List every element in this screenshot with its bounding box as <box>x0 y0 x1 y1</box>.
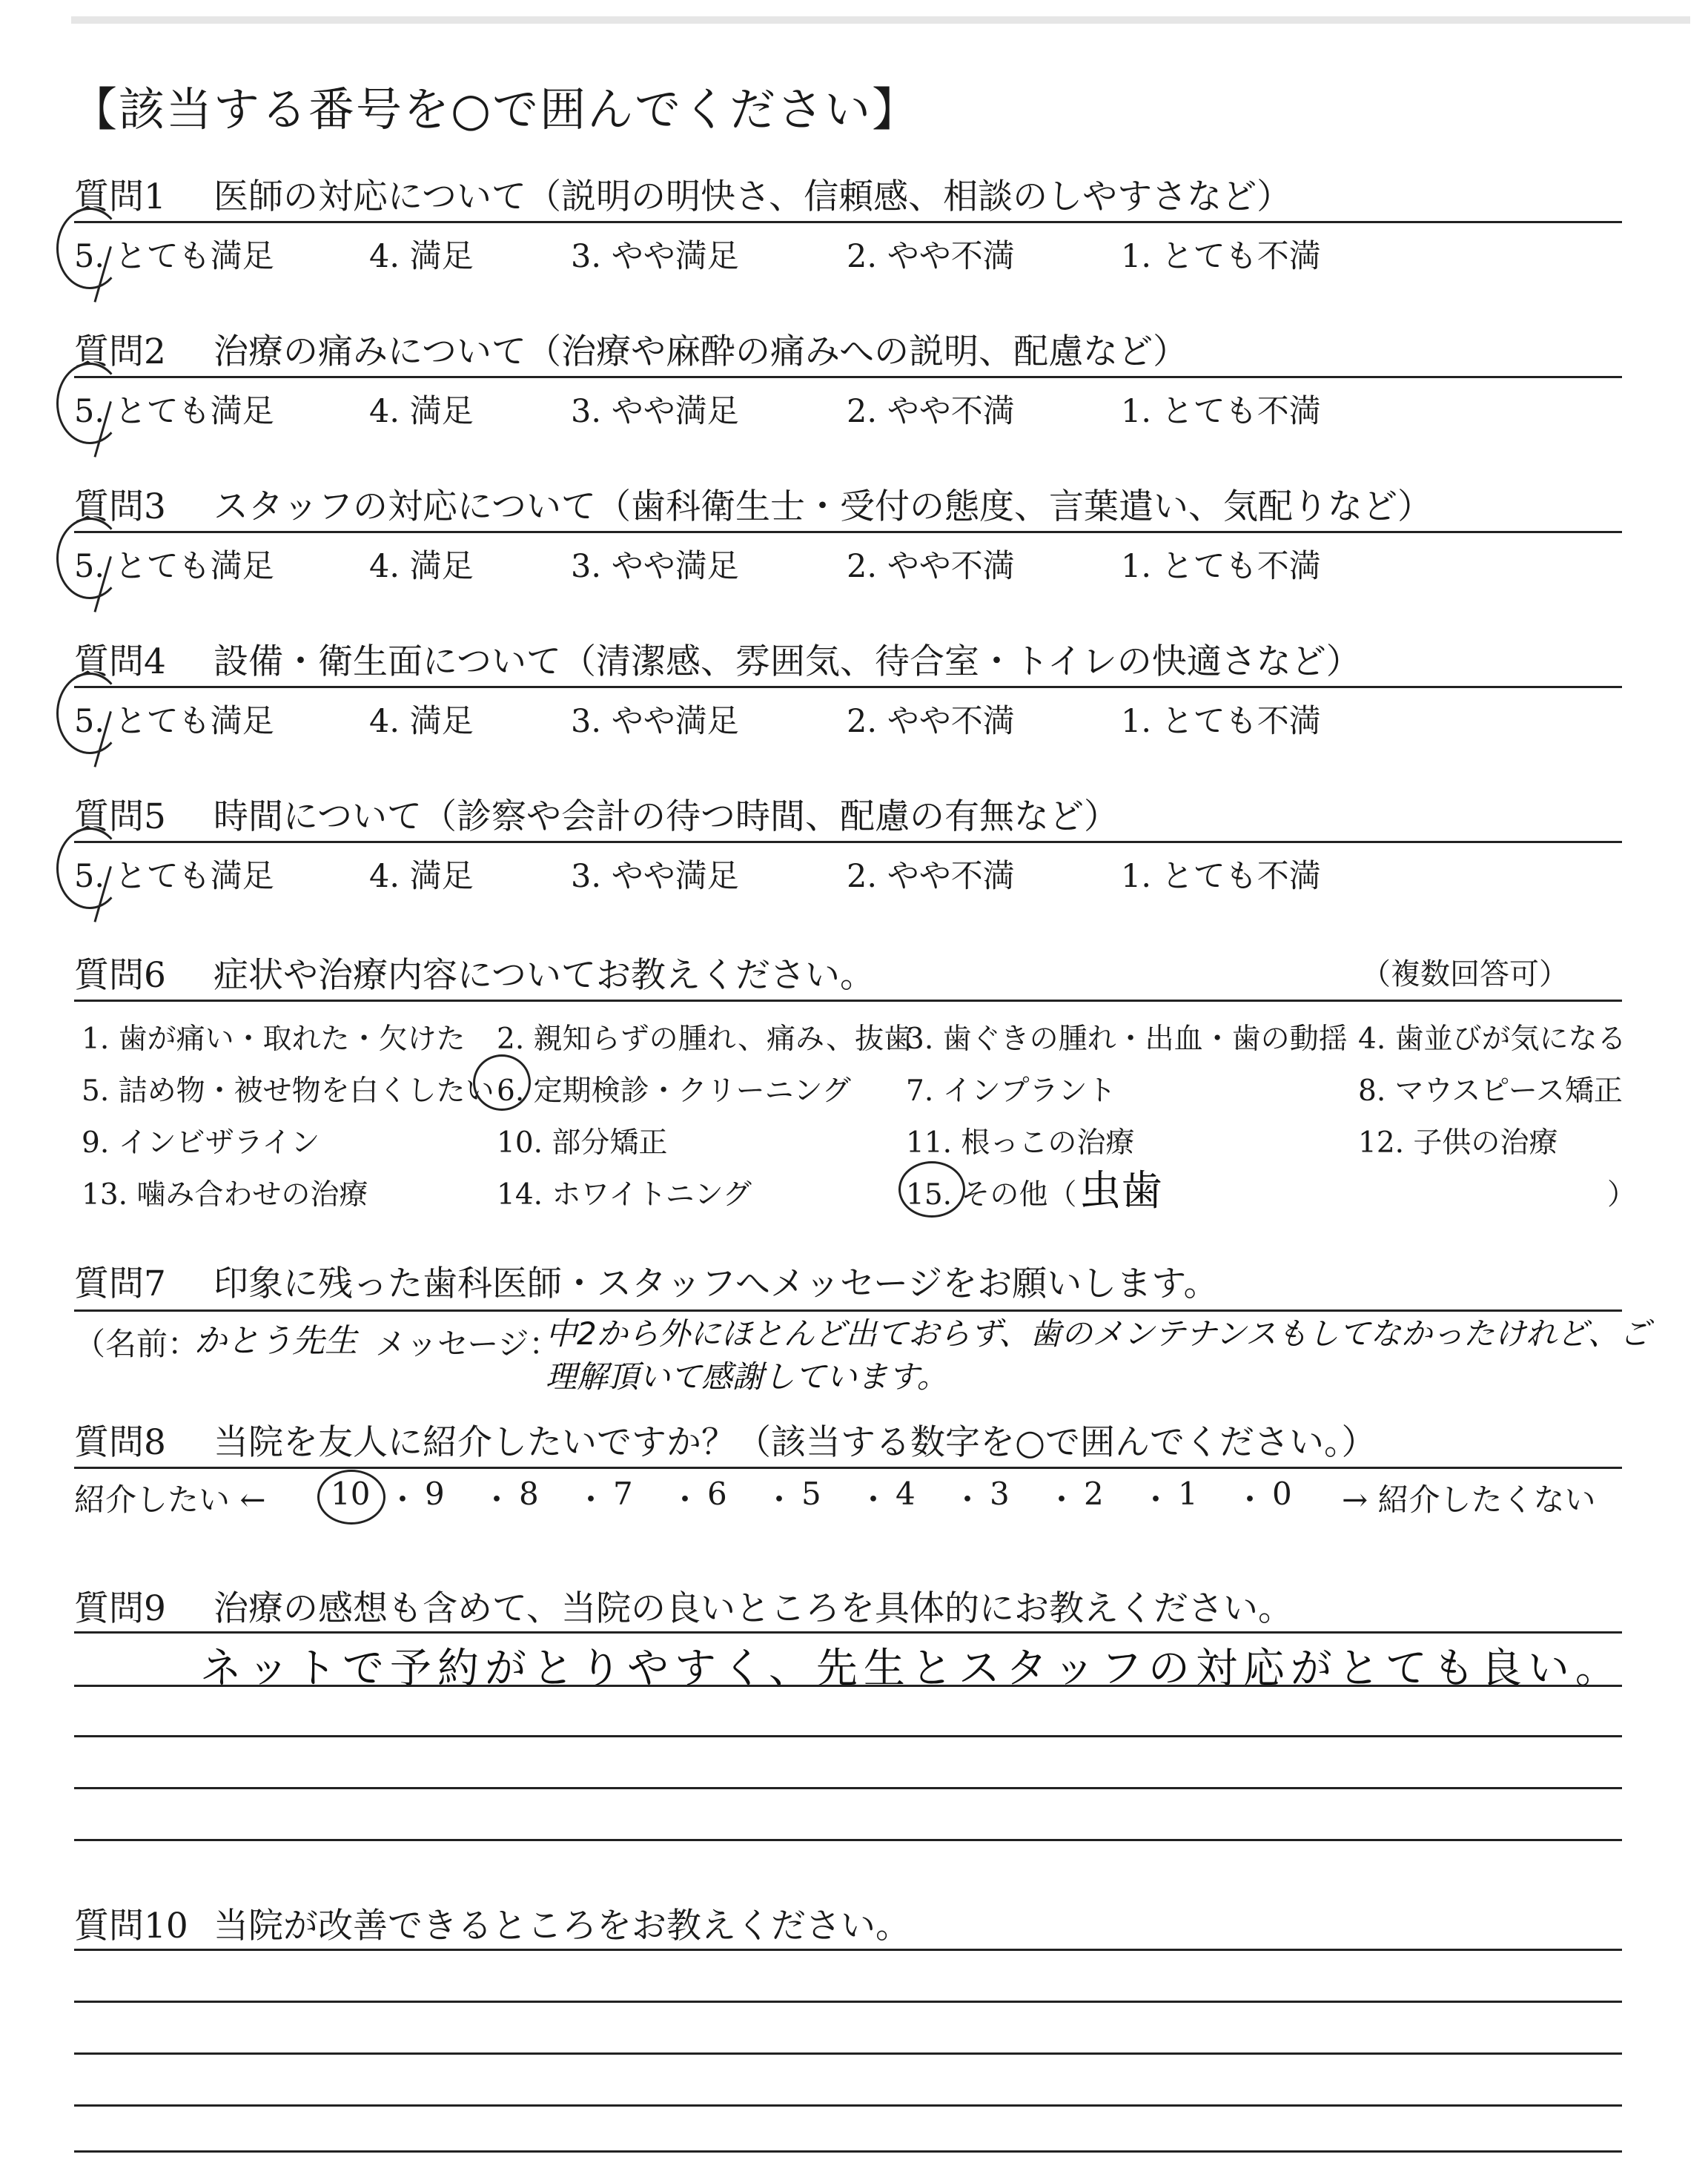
q8-separator: ・ <box>575 1482 607 1518</box>
q9-line-4 <box>74 1839 1622 1841</box>
q5-text: 時間について（診察や会計の待つ時間、配慮の有無など） <box>214 796 1119 837</box>
q6-title <box>74 948 875 997</box>
q4-title <box>74 634 1361 684</box>
q6-option-12[interactable]: 12. 子供の治療 <box>1358 1126 1558 1160</box>
q5-option-2[interactable]: 2. やや不満 <box>847 858 1015 895</box>
q6-option-8[interactable]: 8. マウスピース矯正 <box>1358 1074 1623 1108</box>
q3-selected-circle <box>56 518 123 599</box>
q8-rule <box>74 1467 1622 1469</box>
q1-option-2[interactable]: 2. やや不満 <box>847 238 1015 275</box>
q1-option-1[interactable]: 1. とても不満 <box>1121 238 1321 275</box>
q4-option-1[interactable]: 1. とても不満 <box>1121 703 1321 740</box>
q6-option-14[interactable]: 14. ホワイトニング <box>497 1178 752 1212</box>
q8-value-4[interactable]: 4 <box>896 1476 916 1512</box>
q1-selected-circle <box>56 208 123 289</box>
q3-option-2[interactable]: 2. やや不満 <box>847 548 1015 585</box>
q6-option-2[interactable]: 2. 親知らずの腫れ、痛み、抜歯 <box>497 1023 913 1056</box>
q2-selected-circle <box>56 363 123 444</box>
q8-value-2[interactable]: 2 <box>1084 1476 1104 1512</box>
q6-option-15[interactable]: 15. その他（ <box>906 1178 1077 1212</box>
q3-title <box>74 479 1432 529</box>
q5-option-5[interactable]: 5. とても満足 <box>74 858 274 895</box>
q4-option-2[interactable]: 2. やや不満 <box>847 703 1015 740</box>
q4-number: 質問4 <box>74 641 166 682</box>
q6-option-16[interactable]: ） <box>1607 1178 1637 1212</box>
q3-rule <box>74 531 1622 533</box>
q6-rule <box>74 1000 1622 1002</box>
q6-option-6[interactable]: 6. 定期検診・クリーニング <box>497 1074 851 1108</box>
q8-value-6[interactable]: 6 <box>707 1476 727 1512</box>
q2-option-2[interactable]: 2. やや不満 <box>847 393 1015 430</box>
q8-separator: ・ <box>1046 1482 1078 1518</box>
q3-text: スタッフの対応について（歯科衛生士・受付の態度、言葉遣い、気配りなど） <box>214 486 1433 527</box>
q2-option-1[interactable]: 1. とても不満 <box>1121 393 1321 430</box>
q3-option-3[interactable]: 3. やや満足 <box>571 548 739 585</box>
q8-value-3[interactable]: 3 <box>990 1476 1010 1512</box>
q2-option-4[interactable]: 4. 満足 <box>369 393 474 430</box>
q1-rule <box>74 221 1622 223</box>
q1-number: 質問1 <box>74 176 166 217</box>
q7-message: 中2から外にほとんど出ておらず、歯のメンテナンスもしてなかったけれど、ご理解頂いて感謝しています。 <box>546 1315 1651 1395</box>
q10-line-1 <box>74 1949 1622 1951</box>
q2-rule <box>74 376 1622 378</box>
q8-value-8[interactable]: 8 <box>519 1476 539 1512</box>
q8-value-7[interactable]: 7 <box>613 1476 633 1512</box>
q5-option-1[interactable]: 1. とても不満 <box>1121 858 1321 895</box>
q4-selected-circle <box>56 673 123 754</box>
q9-line-3 <box>74 1787 1622 1789</box>
q1-option-3[interactable]: 3. やや満足 <box>571 238 739 275</box>
q10-line-3 <box>74 2052 1622 2055</box>
q5-title <box>74 789 1119 839</box>
q6-option-3[interactable]: 3. 歯ぐきの腫れ・出血・歯の動揺 <box>906 1023 1348 1056</box>
q9-rule <box>74 1631 1622 1634</box>
q9-number: 質問9 <box>74 1588 166 1629</box>
q5-number: 質問5 <box>74 796 166 837</box>
q7-title <box>74 1256 1218 1306</box>
q1-title <box>74 169 1291 219</box>
q8-separator: ・ <box>481 1482 513 1518</box>
q2-option-3[interactable]: 3. やや満足 <box>571 393 739 430</box>
q8-value-5[interactable]: 5 <box>801 1476 821 1512</box>
q2-text: 治療の痛みについて（治療や麻酔の痛みへの説明、配慮など） <box>214 331 1188 372</box>
q7-rule <box>74 1309 1622 1312</box>
q2-title <box>74 324 1188 374</box>
q7-name-value: かとう先生 <box>194 1322 357 1360</box>
q6-option-1[interactable]: 1. 歯が痛い・取れた・欠けた <box>82 1023 466 1056</box>
q6-note: （複数回答可） <box>1361 957 1569 991</box>
form-title: 【該当する番号を○で囲んでください】 <box>71 82 920 136</box>
q4-text: 設備・衛生面について（清潔感、雰囲気、待合室・トイレの快適さなど） <box>214 641 1361 682</box>
q3-number: 質問3 <box>74 486 166 527</box>
q4-option-5[interactable]: 5. とても満足 <box>74 703 274 740</box>
q8-selected-circle <box>317 1470 385 1525</box>
q4-rule <box>74 686 1622 688</box>
q9-line-2 <box>74 1735 1622 1737</box>
q10-line-4 <box>74 2104 1622 2107</box>
q10-text: 当院が改善できるところをお教えください。 <box>214 1906 910 1946</box>
q1-option-4[interactable]: 4. 満足 <box>369 238 474 275</box>
q8-right-label: → 紹介したくない <box>1342 1482 1596 1518</box>
q6-text: 症状や治療内容についてお教えください。 <box>214 955 875 996</box>
q9-answer: ネットで予約がとりやすく、先生とスタッフの対応がとても良い。 <box>200 1645 1623 1693</box>
q8-title <box>74 1415 1377 1464</box>
q1-option-5[interactable]: 5. とても満足 <box>74 238 274 275</box>
q8-value-1[interactable]: 1 <box>1178 1476 1198 1512</box>
scan-top-edge <box>71 16 1690 24</box>
q6-option-10[interactable]: 10. 部分矯正 <box>497 1126 668 1160</box>
q1-text: 医師の対応について（説明の明快さ、信頼感、相談のしやすさなど） <box>214 176 1292 217</box>
q5-rule <box>74 841 1622 843</box>
q6-option-11[interactable]: 11. 根っこの治療 <box>906 1126 1135 1160</box>
q8-number: 質問8 <box>74 1422 166 1463</box>
q6-selected-circle-6 <box>473 1054 531 1111</box>
q8-separator: ・ <box>858 1482 890 1518</box>
q7-name-label: （名前： <box>74 1326 199 1362</box>
q7-text: 印象に残った歯科医師・スタッフへメッセージをお願いします。 <box>214 1264 1219 1304</box>
q8-value-10[interactable]: 10 <box>331 1476 371 1512</box>
q6-other-text: 虫歯 <box>1079 1167 1162 1215</box>
q10-title <box>74 1898 910 1948</box>
q8-left-label: 紹介したい ← <box>74 1482 266 1518</box>
q10-line-5 <box>74 2150 1622 2153</box>
q5-option-3[interactable]: 3. やや満足 <box>571 858 739 895</box>
q9-title <box>74 1581 1293 1631</box>
q6-option-5[interactable]: 5. 詰め物・被せ物を白くしたい <box>82 1074 494 1108</box>
q7-message-label: メッセージ： <box>375 1326 560 1362</box>
q6-option-7[interactable]: 7. インプラント <box>906 1074 1116 1108</box>
q8-separator: ・ <box>952 1482 984 1518</box>
q8-text: 当院を友人に紹介したいですか？（該当する数字を○で囲んでください。） <box>214 1422 1377 1463</box>
q3-option-5[interactable]: 5. とても満足 <box>74 548 274 585</box>
q8-separator: ・ <box>1140 1482 1172 1518</box>
q4-option-3[interactable]: 3. やや満足 <box>571 703 739 740</box>
q3-option-1[interactable]: 1. とても不満 <box>1121 548 1321 585</box>
q9-text: 治療の感想も含めて、当院の良いところを具体的にお教えください。 <box>214 1588 1294 1629</box>
q10-number: 質問10 <box>74 1906 188 1946</box>
q3-option-4[interactable]: 4. 満足 <box>369 548 474 585</box>
q4-option-4[interactable]: 4. 満足 <box>369 703 474 740</box>
q6-option-4[interactable]: 4. 歯並びが気になる <box>1358 1023 1626 1056</box>
q5-option-4[interactable]: 4. 満足 <box>369 858 474 895</box>
q10-line-2 <box>74 2001 1622 2003</box>
q7-number: 質問7 <box>74 1264 166 1304</box>
q6-option-13[interactable]: 13. 噛み合わせの治療 <box>82 1178 368 1212</box>
q8-separator: ・ <box>387 1482 419 1518</box>
q9-line-1 <box>74 1685 1622 1687</box>
q6-selected-circle-15 <box>898 1161 965 1218</box>
q6-option-9[interactable]: 9. インビザライン <box>82 1126 320 1160</box>
q8-separator: ・ <box>669 1482 701 1518</box>
q2-number: 質問2 <box>74 331 166 372</box>
q6-number: 質問6 <box>74 955 166 996</box>
q8-separator: ・ <box>764 1482 795 1518</box>
q8-value-0[interactable]: 0 <box>1272 1476 1292 1512</box>
q8-value-9[interactable]: 9 <box>425 1476 445 1512</box>
q5-selected-circle <box>56 828 123 909</box>
q8-separator: ・ <box>1234 1482 1266 1518</box>
q2-option-5[interactable]: 5. とても満足 <box>74 393 274 430</box>
